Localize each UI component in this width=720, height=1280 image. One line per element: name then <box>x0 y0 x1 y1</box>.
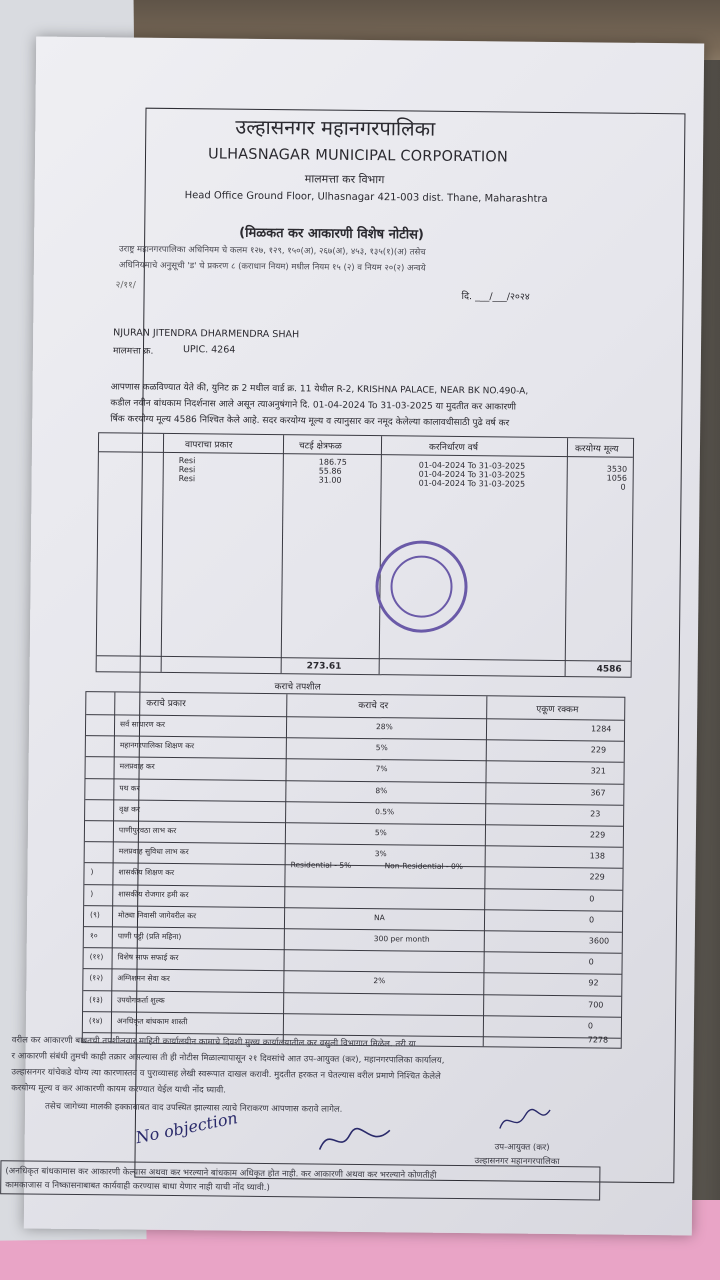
usage-table <box>96 432 634 678</box>
tax-rate-cell: 5% <box>375 743 388 753</box>
footer-line-3: उल्हासनगर यांचेकडे योग्य त्या कारणास्तव व पुराव्यासह लेखी स्वरूपात दाखल करावी. मुदतीत हरकत न घेतल्यास वरील प्रमाणे निश्चित केलेले <box>11 1067 441 1082</box>
tax-amount-cell: 0 <box>588 915 595 925</box>
tax-amount-cell: 1284 <box>590 724 612 734</box>
tax-amount-cell: 700 <box>588 999 604 1010</box>
disclaimer-box <box>0 1160 600 1200</box>
owner-name: NJURAN JITENDRA DHARMENDRA SHAH <box>113 327 300 341</box>
official-seal <box>375 540 468 633</box>
tax-rate-cell: 300 per month <box>373 934 430 944</box>
deputy-commissioner-signature <box>495 1103 555 1138</box>
assessment-year-header: करनिर्धारण वर्ष <box>428 442 479 454</box>
tax-type-cell: शासकीय शिक्षण कर <box>118 867 175 878</box>
tax-amount-cell: 3600 <box>588 936 610 946</box>
carpet-area-cell: 186.75 <box>318 457 347 467</box>
footer-line-5: तसेच जागेच्या मालकी हक्काबाबत वाद उपस्थित झाल्यास त्याचे निराकरण आपणास करावे लागेल. <box>45 1101 343 1115</box>
tax-rate-cell: 8% <box>375 785 388 795</box>
tax-type-cell: उपयोगकर्ता शुल्क <box>117 995 165 1005</box>
footer-line-2: र आकारणी संबंधी तुमची काही तक्रार असल्यास ती ही नोटीस मिळाल्यापासून २१ दिवसांचे आत उप-आयुक्त (कर), महानगरपालिका कार्यालय, <box>11 1051 445 1066</box>
non-residential-rate: Non-Residential - 0% <box>384 861 463 872</box>
notice-paragraph-line-3: र्षिक करयोग्य मूल्य 4586 निश्चित केले आहे. सदर करयोग्य मूल्य व त्यानुसार कर नमूद केलेल्या कालावधीसाठी पुढे वर्ष कर <box>110 414 510 429</box>
usage-type-header: वापराचा प्रकार <box>184 440 233 451</box>
rateable-value-cell: 3530 <box>606 464 628 474</box>
signatory-org: उल्हासनगर महानगरपालिका <box>474 1156 560 1168</box>
tax-row-divider <box>85 778 623 785</box>
rateable-value-header: करयोग्य मूल्य <box>574 444 619 455</box>
tax-row-number: १० <box>89 931 98 941</box>
tax-row-number: (१२) <box>89 973 104 983</box>
carpet-area-cell: 55.86 <box>318 466 342 476</box>
property-number-label: मालमत्ता क्र. <box>112 346 154 357</box>
tax-rate-cell: 2% <box>373 976 386 986</box>
usage-type-cell: Resi <box>178 465 196 475</box>
tax-amount-cell: 367 <box>590 787 606 798</box>
tax-type-cell: सर्व साधारण कर <box>120 719 166 729</box>
department-name: मालमत्ता कर विभाग <box>304 172 385 187</box>
org-name-marathi: उल्हासनगर महानगरपालिका <box>235 114 436 141</box>
disclaimer-line-1: (अनधिकृत बांधकामास कर आकारणी केल्यास अथवा कर भरल्याने बांधकाम अधिकृत होत नाही. कर आकारणी अथवा कर भरल्याने कोणतीही <box>5 1166 437 1181</box>
total-rateable-value: 4586 <box>596 664 622 675</box>
notice-paragraph-line-1: आपणास कळविण्यात येते की, युनिट क्र 2 मधील वार्ड क्र. 11 येथील R-2, KRISHNA PALACE, NEAR BK NO.490-A, <box>110 382 529 397</box>
tax-type-cell: पाणी पट्टी (प्रति महिना) <box>117 931 182 942</box>
tax-row-divider <box>85 799 623 806</box>
notice-paragraph-line-2: कडील नवीन बांधकाम निदर्शनास आले असून त्याअनुषंगाने दि. 01-04-2024 To 31-03-2025 या मुदतीत कर आकारणी <box>110 398 517 413</box>
act-reference-line-1: उराष्ट्र महानगरपालिका अधिनियम चे कलम १२७, १२९, १५०(अ), २६७(अ), ४५३, १३५(१)(अ) तसेच <box>118 244 426 258</box>
tax-rate-header: कराचे दर <box>358 700 389 712</box>
tax-type-cell: वृक्ष कर <box>119 804 140 814</box>
office-address: Head Office Ground Floor, Ulhasnagar 421-003 dist. Thane, Maharashtra <box>184 190 548 205</box>
tax-row-number: (११) <box>89 952 104 962</box>
tax-type-cell: मलप्रवाह सुविधा लाभ कर <box>118 846 189 857</box>
assessment-period-cell: 01-04-2024 To 31-03-2025 <box>418 469 526 480</box>
tax-details-title: कराचे तपशील <box>274 682 321 693</box>
tax-row-number: (१४) <box>88 1015 103 1026</box>
tax-notice-document <box>5 37 704 1236</box>
tax-row-divider <box>86 714 624 721</box>
total-carpet-area: 273.61 <box>306 661 342 672</box>
tax-row-number: ) <box>90 888 94 898</box>
tax-amount-cell: 92 <box>588 978 599 988</box>
tax-type-cell: अग्निशमन सेवा कर <box>117 973 170 984</box>
tax-amount-cell: 229 <box>590 745 607 755</box>
assessment-period-cell: 01-04-2024 To 31-03-2025 <box>418 460 526 471</box>
tax-type-cell: पथ कर <box>119 783 140 793</box>
carpet-area-cell: 31.00 <box>318 475 342 485</box>
tax-type-cell: अनधिकृत बांधकाम शास्ती <box>116 1016 188 1026</box>
org-name-english: ULHASNAGAR MUNICIPAL CORPORATION <box>207 146 509 166</box>
tax-rate-cell: 3% <box>374 849 387 859</box>
tax-rate-cell: 0.5% <box>375 806 395 817</box>
tax-rate-cell: NA <box>374 912 385 923</box>
tax-type-cell: मलप्रवाह कर <box>119 761 155 772</box>
disclaimer-line-2: कामकाजास व निष्कासनाबाबत कार्यवाही करण्यास बाधा येणार नाही याची नोंद घ्यावी.) <box>5 1180 270 1194</box>
usage-type-cell: Resi <box>178 456 196 466</box>
tax-amount-cell: 23 <box>590 809 601 819</box>
tax-amount-cell: 138 <box>589 851 606 861</box>
tax-amount-cell: 0 <box>588 957 594 967</box>
tax-amount-cell: 0 <box>587 1021 594 1031</box>
handwritten-signature <box>315 1120 395 1161</box>
tax-rate-cell: 5% <box>374 828 387 838</box>
tax-amount-cell: 0 <box>589 893 595 904</box>
tax-type-cell: शासकीय रोजगार हमी कर <box>118 889 189 899</box>
tax-type-cell: विशेष साफ सफाई कर <box>117 952 179 963</box>
reference-number: २/११/ <box>115 280 136 291</box>
tax-amount-cell: 321 <box>590 766 606 776</box>
upic-number: UPIC. 4264 <box>182 344 236 356</box>
tax-row-number: (९) <box>90 909 100 920</box>
tax-type-cell: पाणीपुरवठा लाभ कर <box>118 825 177 836</box>
tax-row-number: (१३) <box>89 994 103 1004</box>
tax-row-divider <box>86 756 624 763</box>
notice-title: (मिळकत कर आकारणी विशेष नोटीस) <box>239 225 424 243</box>
handwritten-remark: No objection <box>133 1108 240 1148</box>
usage-type-cell: Resi <box>178 474 196 484</box>
footer-line-1: वरील कर आकारणी बाबतची तपशीलवार माहिती कार्यालयीन कामाचे दिवशी मुख्य कार्यालयातील कर वसुली विभागात मिळेल. तरी या <box>11 1035 416 1050</box>
tax-type-header: कराचे प्रकार <box>146 698 186 710</box>
assessment-period-cell: 01-04-2024 To 31-03-2025 <box>418 478 526 489</box>
carpet-area-header: चटई क्षेत्रफळ <box>298 441 342 452</box>
tax-amount-cell: 229 <box>589 830 606 840</box>
tax-type-cell: मोठ्या निवासी जागेवरील कर <box>118 910 197 921</box>
tax-details-table <box>82 691 626 1049</box>
tax-rate-cell: 7% <box>375 764 388 774</box>
act-reference-line-2: अधिनियमाचे अनुसूची 'ड' चे प्रकरण ८ (कराधान नियम) मधील नियम १५ (२) व नियम २०(२) अन्वये <box>118 260 426 274</box>
tax-row-number: ) <box>90 867 94 877</box>
tax-amount-cell: 229 <box>589 872 605 882</box>
signatory-title: उप-आयुक्त (कर) <box>494 1142 550 1153</box>
footer-line-4: करयोग्य मूल्य व कर आकारणी कायम करण्यात येईल याची नोंद घ्यावी. <box>11 1083 227 1096</box>
total-amount-header: एकूण रक्कम <box>536 704 579 716</box>
rateable-value-cell: 1056 <box>606 473 628 483</box>
tax-type-cell: महानगरपालिका शिक्षण कर <box>119 740 195 751</box>
rateable-value-cell: 0 <box>620 482 626 492</box>
notice-date: दि. ___/___/२०२४ <box>461 291 530 303</box>
tax-rate-cell: 28% <box>376 722 393 732</box>
residential-rate: Residential - 5% <box>290 860 352 870</box>
tax-total: 7278 <box>587 1035 609 1045</box>
